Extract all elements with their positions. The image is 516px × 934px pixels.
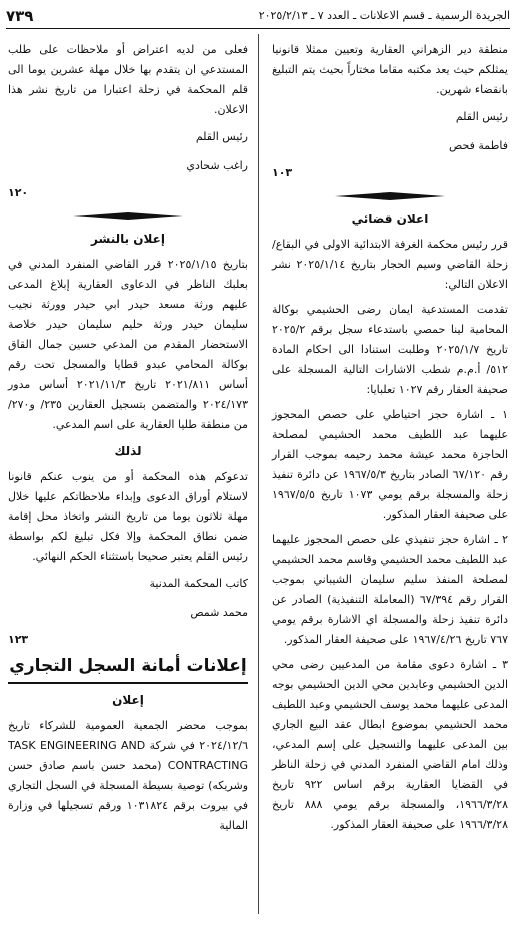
paragraph: قرر رئيس محكمة الغرفة الابتدائية الاولى في البقاع/ زحلة القاضي وسيم الحجار بتاريخ ٢٠٢٥/١/١٤ نشر الاعلان التالي:: [272, 238, 508, 291]
signature-name: راغب شحادي: [186, 159, 248, 172]
paragraph: تدعوكم هذه المحكمة أو من ينوب عنكم قانونا لاستلام أوراق الدعوى وإبداء ملاحظاتكم عليها خلال مهلة ثلاثون يوما من تاريخ النشر واتخاذ محل إقامة ضمن نطاق المحكمة وإلا فكل تبليغ لكم بواسطة رئيس القلم يعتبر صحيحا باستثناء الحكم النهائي.: [8, 470, 248, 563]
header-title: الجريدة الرسمية ـ قسم الاعلانات ـ العدد ٧ ـ ٢٠٢٥/٢/١٣: [258, 9, 510, 22]
notice-heading: اعلان قضائي: [351, 212, 429, 226]
section-heading: إعلانات أمانة السجل التجاري: [8, 656, 248, 684]
reference-number: ١٢٣: [8, 633, 29, 646]
signature-title: رئيس القلم: [195, 130, 248, 143]
page-number: ٧٣٩: [6, 7, 34, 25]
paragraph: ٢ ـ اشارة حجز تنفيذي على حصص المحجوز عليهما عبد اللطيف محمد الحشيمي وقاسم محمد الحشيمي لمصلحة المنفذ سليم سليمان الشيباني بموجب القرار رقم ٦٧/٣٩٤ (المعاملة التنفيذية) الصادر عن دائرة تنفيذ زحلة والمسجلة اي الاشارة برقم يومي ٧٦٧ تاريخ ١٩٦٧/٤/٢٦ على صحيفة العقار المذكور.: [272, 533, 508, 646]
column-divider: [258, 34, 259, 914]
reference-number: ١٠٣: [272, 166, 293, 179]
paragraph: ١ ـ اشارة حجز احتياطي على حصص المحجوز عليهما عبد اللطيف محمد الحشيمي لمصلحة الحاجزة محمد عيشة محمد رحيمه بموجب القرار رقم ٦٧/١٢٠ الصادر بتاريخ ١٩٦٧/٥/٣ عن دائرة تنفيذ زحلة والمسجلة برقم يومي ١٠٧٣ تاريخ ١٩٦٧/٥/٥ على صحيفة العقار المذكور.: [272, 408, 508, 521]
section-subheading: إعلان: [112, 693, 144, 707]
paragraph: منطقة دير الزهراني العقارية وتعيين ممثلا قانونيا يمثلكم حيث يعد مكتبه مقاما مختاراً بحيث يتم التبليغ بانقضاء شهرين.: [272, 43, 508, 96]
paragraph: بموجب محضر الجمعية العمومية للشركاء تاريخ ٢٠٢٤/١٢/٦ في شركة TASK ENGINEERING AND CONTRACTING (محمد حسن باسم صادق حسن وشريكه) توصية بسيطة المسجلة في السجل التجاري في بيروت برقم ١٠٣١٨٢٤ ورقم تسجيلها في وزارة المالية: [8, 719, 249, 832]
paragraph: تقدمت المستدعية ايمان رضى الحشيمي بوكالة المحامية لينا حمصي باستدعاء سجل برقم ٢٠٢٥/٢ تاريخ ٢٠٢٥/١/٧ وطلبت استنادا الى احكام المادة ٥١٢/ أ.م.م شطب الاشارات التالية المسجلة على صحيفة العقار رقم ١٠٢٧ تعلبايا:: [272, 303, 508, 396]
signature-name: محمد شمص: [190, 606, 248, 619]
signature-name: فاطمة فحص: [449, 139, 508, 152]
notice-heading: إعلان بالنشر: [91, 232, 165, 246]
separator-ornament: [272, 189, 508, 203]
paragraph: ٣ ـ اشارة دعوى مقامة من المدعيين رضى محي الدين الحشيمي وعابدين محي الدين الحشيمي بوجه المدعى عليهما محمد يوسف الحشيمي وعبد اللطيف محمد الحشيمي بموضوع ابطال عقد البيع الجاري بين المدعى عليهما والتسجيل على إسم المدعي، وذلك امام القاضي المنفرد المدني في زحلة الناظر في القضايا العقارية برقم اساس ٩٢٢ تاريخ ١٩٦٦/٣/٢٨، والمسجلة برقم يومي ٨٨٨ تاريخ ١٩٦٦/٣/٢٨ على صحيفة العقار المذكور.: [272, 658, 508, 831]
right-column: [272, 40, 508, 840]
separator-ornament: [8, 209, 248, 223]
signature-title: كاتب المحكمة المدنية: [149, 577, 248, 590]
subheading: لذلك: [114, 444, 142, 458]
paragraph: بتاريخ ٢٠٢٥/١/١٥ قرر القاضي المنفرد المدني في بعلبك الناظر في الدعاوى العقارية إبلاغ المدعى عليهم ورثة مسعد حيدر ابي حيدر وورثة نجيب سليمان حيدر ورثة حليم سليمان حيدر خلاصة الاستحضار المقدم من المدعي حسين جمال القاق بوكالة المحامي عبدو قطايا والمسجل تحت رقم أساس ٢٠٢١/٨١١ تاريخ ٢٠٢١/١١/٣ أساس مدور ٢٠٢٤/١٧٣ والمتضمن بتسجيل العقارين ٢٣٥/ و٢٧٠/ من منطقة طليا العقارية على اسم المدعي.: [8, 258, 248, 431]
signature-title: رئيس القلم: [455, 110, 508, 123]
paragraph: فعلى من لديه اعتراض أو ملاحظات على طلب المستدعي ان يتقدم بها خلال مهلة عشرين يوما الى قلم المحكمة في زحلة اعتبارا من تاريخ نشر هذا الاعلان.: [8, 43, 248, 116]
left-column: [8, 40, 248, 841]
page-header: [6, 6, 510, 29]
reference-number: ١٢٠: [8, 186, 29, 199]
